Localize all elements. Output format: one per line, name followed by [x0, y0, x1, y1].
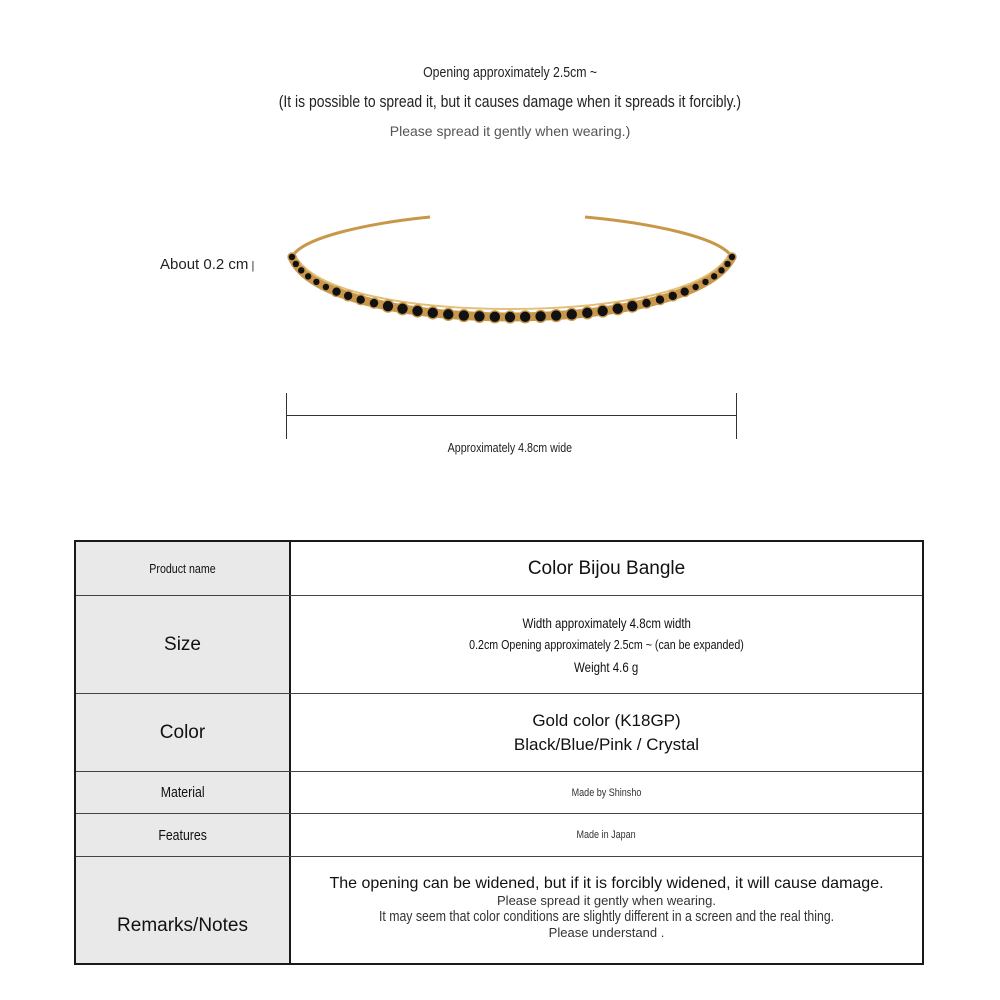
stone	[551, 310, 561, 320]
stone	[535, 311, 545, 321]
color-value	[291, 694, 922, 771]
stone	[490, 312, 500, 322]
stone	[724, 261, 730, 267]
stone	[305, 273, 311, 279]
stone	[597, 306, 607, 316]
stone	[383, 301, 393, 311]
stone	[332, 287, 340, 295]
stone	[627, 301, 637, 311]
table-row-product-name	[76, 542, 922, 595]
stone	[520, 312, 530, 322]
stone	[293, 261, 299, 267]
table-row-size	[76, 595, 922, 693]
stone	[443, 309, 453, 319]
table-row-features	[76, 813, 922, 856]
spec-table	[74, 540, 924, 965]
stone	[702, 279, 708, 285]
stone	[474, 311, 484, 321]
stone	[323, 284, 329, 290]
spread-warning-note: (It is possible to spread it, but it causes damage when it spreads it forcibly.)	[278, 92, 742, 111]
stone	[412, 306, 422, 316]
stone	[567, 309, 577, 319]
stone	[505, 312, 515, 322]
remarks-line-gently: Please spread it gently when wearing.	[497, 893, 716, 908]
color-label: Color	[76, 694, 291, 771]
stone	[642, 299, 650, 307]
size-opening-line: 0.2cm Opening approximately 2.5cm ~ (can be expanded)	[469, 636, 744, 652]
size-width-line: Width approximately 4.8cm width	[522, 614, 691, 631]
remarks-line-understand: Please understand .	[548, 925, 665, 940]
color-variants-line: Black/Blue/Pink / Crystal	[513, 734, 700, 754]
product-name-value: Color Bijou Bangle	[527, 557, 686, 579]
width-dimension-line	[286, 393, 737, 439]
opening-note: Opening approximately 2.5cm ~	[422, 64, 597, 81]
bangle-illustration	[280, 205, 740, 355]
stone	[289, 254, 295, 260]
stone	[729, 254, 735, 260]
stone	[313, 279, 319, 285]
stone	[718, 267, 724, 273]
product-name-label: Product name	[76, 542, 291, 595]
material-label: Material	[76, 772, 291, 813]
stone	[711, 273, 717, 279]
material-value: Made by Shinsho	[571, 786, 642, 799]
stone	[669, 292, 677, 300]
stone	[356, 296, 364, 304]
stone	[428, 308, 438, 318]
table-row-remarks	[76, 856, 922, 963]
table-row-material	[76, 771, 922, 813]
width-label: Approximately 4.8cm wide	[447, 440, 573, 455]
spread-gently-note: Please spread it gently when wearing.)	[389, 123, 631, 139]
size-value	[291, 596, 922, 693]
remarks-label: Remarks/Notes	[76, 857, 291, 963]
stone	[692, 284, 698, 290]
features-value: Made in Japan	[576, 829, 637, 841]
color-gold-line: Gold color (K18GP)	[532, 710, 681, 730]
stone	[397, 304, 407, 314]
stone	[344, 292, 352, 300]
remarks-line-widen: The opening can be widened, but if it is forcibly widened, it will cause damage.	[329, 875, 884, 892]
stone	[613, 304, 623, 314]
remarks-line-screen-color: It may seem that color conditions are slightly different in a screen and the real thing.	[378, 908, 835, 925]
size-label: Size	[76, 596, 291, 693]
stone	[582, 308, 592, 318]
stone	[298, 267, 304, 273]
stone	[370, 299, 378, 307]
stone	[680, 287, 688, 295]
stone	[459, 310, 469, 320]
remarks-value	[291, 857, 922, 963]
table-row-color	[76, 693, 922, 771]
size-weight-line: Weight 4.6 g	[574, 658, 639, 675]
bangle-image	[280, 205, 740, 355]
features-label: Features	[76, 814, 291, 856]
stone	[656, 296, 664, 304]
thickness-label: About 0.2 cm |	[160, 256, 255, 273]
